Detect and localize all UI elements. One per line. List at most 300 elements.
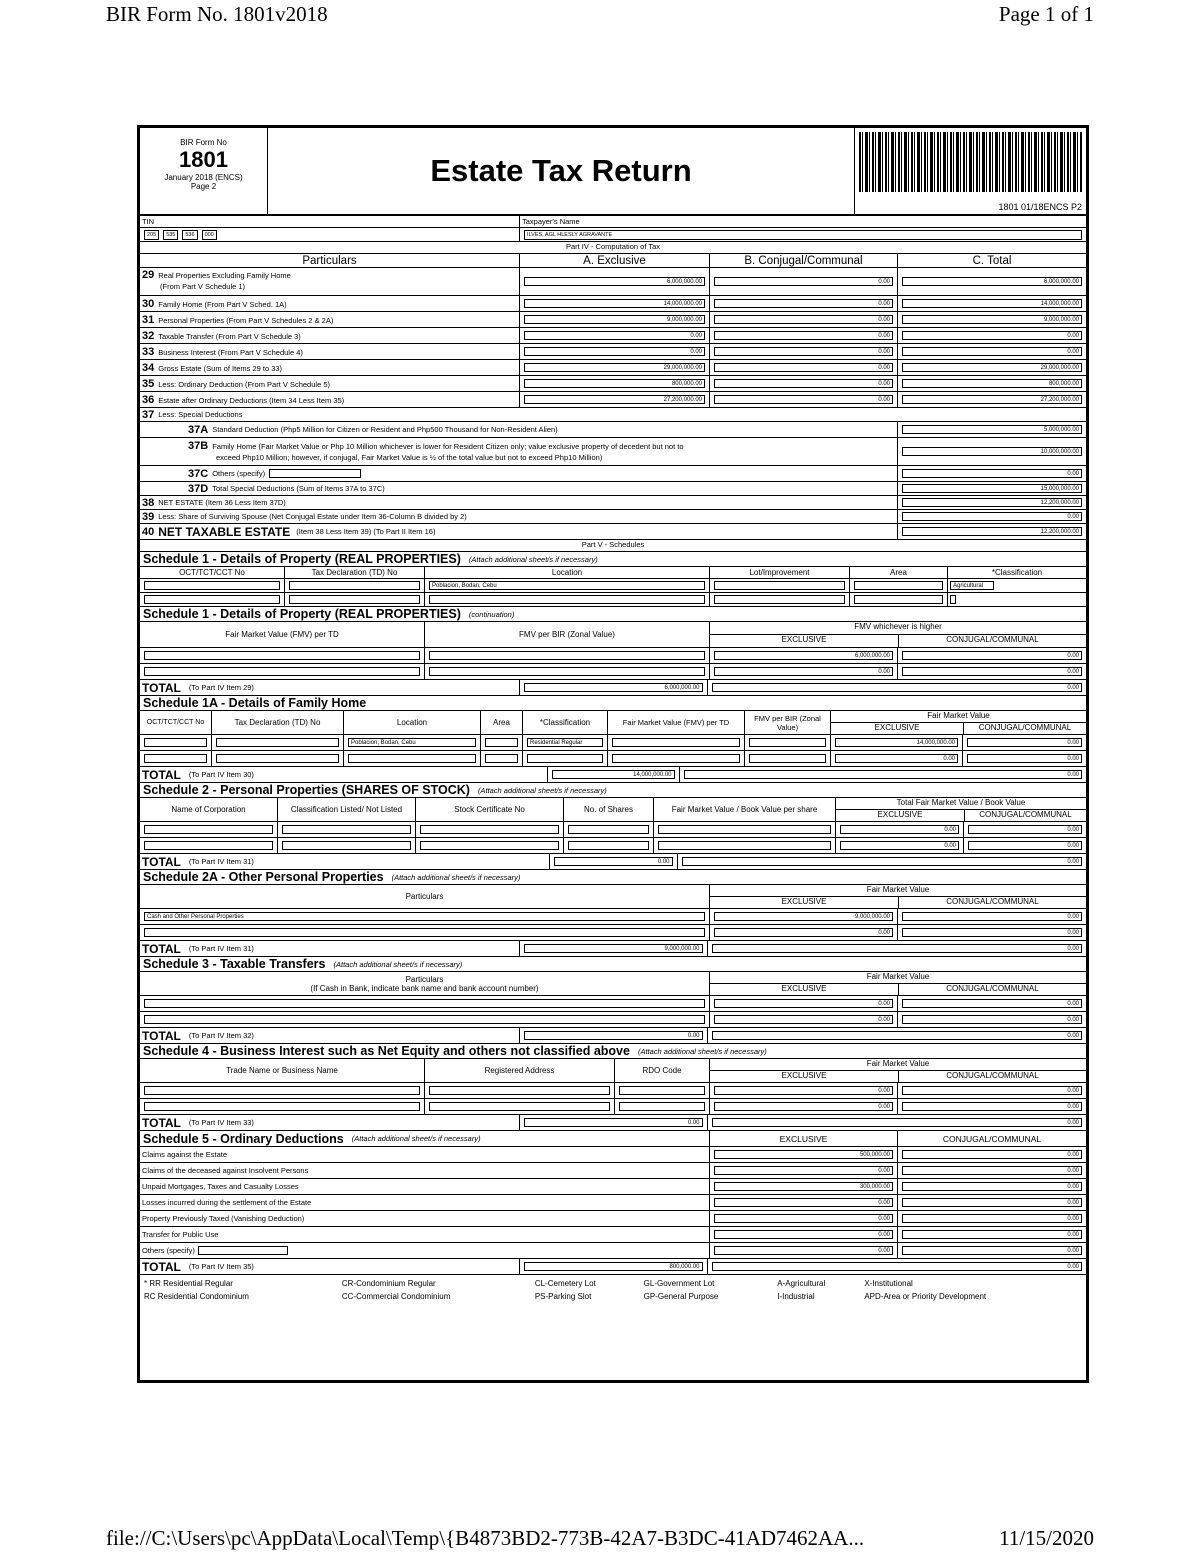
- s1a-row-2-field-5[interactable]: [527, 754, 603, 763]
- s1-oct-field[interactable]: [144, 581, 280, 590]
- barcode-code: 1801 01/18ENCS P2: [998, 202, 1082, 212]
- s4-row-2-field-2[interactable]: [429, 1102, 610, 1111]
- legend-item: PS-Parking Slot: [534, 1292, 592, 1301]
- s4-total-note: (To Part IV Item 33): [188, 1118, 254, 1127]
- s2-row-2-field-4[interactable]: [568, 841, 649, 850]
- s1a-col-fmv-td: Fair Market Value (FMV) per TD: [608, 711, 745, 734]
- s2a-row-2-conjugal[interactable]: 0.00: [902, 928, 1082, 937]
- s2-col-fmv-share: Fair Market Value / Book Value per share: [654, 798, 836, 821]
- item-37c: [140, 466, 1086, 482]
- schedule-2-attach: (Attach additional sheet/s if necessary): [477, 785, 607, 795]
- item-35-no: 35: [142, 377, 155, 390]
- s5-row-2-conjugal[interactable]: 0.00: [902, 1166, 1082, 1175]
- s3-total-exclusive[interactable]: 0.00: [524, 1031, 703, 1040]
- s1-area-field[interactable]: [854, 581, 943, 590]
- barcode-block: [854, 128, 1086, 214]
- s2-total: [140, 854, 1086, 870]
- s1a-row-2-field-1[interactable]: [144, 754, 207, 763]
- item-33: [140, 344, 1086, 360]
- s4-total-conjugal[interactable]: 0.00: [712, 1118, 1083, 1127]
- s4-row-2-exclusive[interactable]: 0.00: [714, 1102, 893, 1111]
- item-37c-label: Others (specify): [212, 469, 266, 478]
- s2-row-2-field-3[interactable]: [420, 841, 559, 850]
- s1-location-field-2[interactable]: [429, 595, 705, 604]
- item-36-exclusive-field[interactable]: 27,200,000.00: [524, 395, 705, 404]
- s1-fmv-row-1-conjugal[interactable]: 0.00: [902, 651, 1082, 660]
- s1a-total-exclusive[interactable]: 14,000,000.00: [552, 770, 675, 779]
- page-header-title: BIR Form No. 1801v2018: [106, 2, 328, 26]
- s4-row-1-field-3[interactable]: [619, 1086, 705, 1095]
- s1-fmv-row-1-exclusive[interactable]: 6,000,000.00: [714, 651, 893, 660]
- s5-row-3: [140, 1179, 1086, 1195]
- item-29-conjugal-field[interactable]: 0.00: [714, 277, 893, 286]
- legend-item: * RR Residential Regular: [144, 1279, 233, 1288]
- item-32-conjugal-field[interactable]: 0.00: [714, 331, 893, 340]
- item-32: [140, 328, 1086, 344]
- item-32-exclusive-field[interactable]: 0.00: [524, 331, 705, 340]
- s1a-col-fmv: Fair Market Value: [831, 711, 1086, 723]
- item-34-conjugal-field[interactable]: 0.00: [714, 363, 893, 372]
- s2-row-2-field-1[interactable]: [144, 841, 273, 850]
- s2-row-1-field-5[interactable]: [658, 825, 831, 834]
- col-particulars: Particulars: [140, 254, 520, 267]
- s1a-row-2-exclusive[interactable]: 0.00: [835, 754, 958, 763]
- item-34-total-field[interactable]: 29,000,000.00: [902, 363, 1082, 372]
- schedule-1-row-1: [140, 579, 1086, 593]
- s1-fmv-row-2-field-2[interactable]: [429, 667, 705, 676]
- schedule-2-title-row: [140, 783, 1086, 798]
- form-page: Page 2: [190, 182, 217, 191]
- s2-total-exclusive[interactable]: 0.00: [554, 857, 673, 866]
- schedule-2-total: [140, 854, 1086, 870]
- legend-item: GL-Government Lot: [643, 1279, 715, 1288]
- schedule-5-rows: [140, 1147, 1086, 1259]
- s2-col-shares: No. of Shares: [564, 798, 654, 821]
- s2a-col-fmv: Fair Market Value: [710, 885, 1086, 897]
- item-37b-no: 37B: [188, 440, 209, 452]
- form-header: [140, 128, 1086, 216]
- s1-fmv-row-1-field-1[interactable]: [144, 651, 420, 660]
- s1a-row-1-field-2[interactable]: [216, 738, 339, 747]
- schedule-1-total: [140, 680, 1086, 696]
- s5-total-conjugal[interactable]: 0.00: [712, 1262, 1083, 1271]
- legend-item: CC-Commercial Condominium: [341, 1292, 451, 1301]
- s3-row-1-field-1[interactable]: [144, 999, 705, 1008]
- s1-col-fmv-td: Fair Market Value (FMV) per TD: [140, 622, 425, 647]
- item-31-exclusive-field[interactable]: 9,000,000.00: [524, 315, 705, 324]
- s1a-row-1-field-1[interactable]: [144, 738, 207, 747]
- s5-row-7: [140, 1243, 1086, 1259]
- s2-col-class: Classification Listed/ Not Listed: [278, 798, 416, 821]
- s3-row-2-exclusive[interactable]: 0.00: [714, 1015, 893, 1024]
- tin-field-3[interactable]: 536: [182, 230, 197, 240]
- s5-row-3-conjugal[interactable]: 0.00: [902, 1182, 1082, 1191]
- s3-col-particulars-note: (If Cash in Bank, indicate bank name and bank account number): [310, 983, 539, 993]
- s5-row-6-exclusive[interactable]: 0.00: [714, 1230, 893, 1239]
- s1-td-field-2[interactable]: [289, 595, 420, 604]
- item-30-label: Family Home (From Part V Sched. 1A): [158, 299, 287, 309]
- col-exclusive: A. Exclusive: [520, 254, 710, 267]
- s2-row-1-field-3[interactable]: [420, 825, 559, 834]
- s2a-row-1-conjugal[interactable]: 0.00: [902, 912, 1082, 921]
- s5-total-exclusive[interactable]: 800,000.00: [524, 1262, 703, 1271]
- item-34-exclusive-field[interactable]: 29,000,000.00: [524, 363, 705, 372]
- s1-lot-field[interactable]: [714, 581, 845, 590]
- s3-row-1-conjugal[interactable]: 0.00: [902, 999, 1082, 1008]
- s4-row-2-field-1[interactable]: [144, 1102, 420, 1111]
- item-40-value[interactable]: 12,200,000.00: [902, 527, 1082, 536]
- legend-item: CR-Condominium Regular: [341, 1279, 436, 1288]
- schedule-5-attach: (Attach additional sheet/s if necessary): [351, 1134, 481, 1143]
- s4-row-2: [140, 1099, 1086, 1115]
- s1a-row-2-field-7[interactable]: [749, 754, 826, 763]
- s4-total-exclusive[interactable]: 0.00: [524, 1118, 703, 1127]
- item-40: [140, 524, 1086, 540]
- s5-row-7-exclusive[interactable]: 0.00: [714, 1246, 893, 1255]
- item-35: [140, 376, 1086, 392]
- s2a-col-conjugal: CONJUGAL/COMMUNAL: [946, 897, 1039, 906]
- s2a-row-1-particulars[interactable]: Cash and Other Personal Properties: [144, 912, 705, 921]
- item-36: [140, 392, 1086, 408]
- s4-col-conjugal: CONJUGAL/COMMUNAL: [946, 1071, 1039, 1080]
- s1a-col-oct: OCT/TCT/CCT No: [140, 711, 212, 734]
- item-36-no: 36: [142, 393, 155, 406]
- item-37a-value[interactable]: 5,000,000.00: [902, 425, 1082, 434]
- s3-total-conjugal[interactable]: 0.00: [712, 1031, 1083, 1040]
- item-38-value[interactable]: 12,200,000.00: [902, 498, 1082, 507]
- s2-row-1-field-2[interactable]: [282, 825, 411, 834]
- s1-col-exclusive: EXCLUSIVE: [710, 635, 899, 647]
- s5-row-6-conjugal[interactable]: 0.00: [902, 1230, 1082, 1239]
- item-33-conjugal-field[interactable]: 0.00: [714, 347, 893, 356]
- form-title: Estate Tax Return: [430, 153, 692, 188]
- item-37b-label-2: exceed Php10 Million; however, if conjugal, Fair Market Value is ½ of the total value but not to exceed Php10 Million): [216, 453, 603, 462]
- s2-row-1: [140, 822, 1086, 838]
- item-33-total-field[interactable]: 0.00: [902, 347, 1082, 356]
- s2-row-1-field-1[interactable]: [144, 825, 273, 834]
- s5-row-4-label: Losses incurred during the settlement of the Estate: [142, 1198, 312, 1207]
- s3-col-particulars: Particulars: [405, 974, 444, 984]
- item-31-conjugal-field[interactable]: 0.00: [714, 315, 893, 324]
- s2-col-cert: Stock Certificate No: [416, 798, 564, 821]
- s2-total-conjugal[interactable]: 0.00: [682, 857, 1083, 866]
- schedule-1-cont-headers: [140, 622, 1086, 648]
- s4-total: [140, 1115, 1086, 1131]
- s2a-row-2-exclusive[interactable]: 0.00: [714, 928, 893, 937]
- s2-row-2-conjugal[interactable]: 0.00: [968, 841, 1082, 850]
- col-conjugal: B. Conjugal/Communal: [710, 254, 898, 267]
- s2a-row-2-particulars[interactable]: [144, 928, 705, 937]
- s1a-row-2-conjugal[interactable]: 0.00: [967, 754, 1082, 763]
- schedule-2-rows: [140, 822, 1086, 854]
- s2-row-1-exclusive[interactable]: 0.00: [840, 825, 959, 834]
- s5-row-5: [140, 1211, 1086, 1227]
- s1a-row-1-field-5[interactable]: Residential Regular: [527, 738, 603, 747]
- s1a-total-label: TOTAL: [142, 767, 181, 782]
- schedule-2a-title-row: [140, 870, 1086, 885]
- schedule-4-rows: [140, 1083, 1086, 1115]
- s1-fmv-row-2-exclusive[interactable]: 0.00: [714, 667, 893, 676]
- s4-row-1: [140, 1083, 1086, 1099]
- s5-row-1-exclusive[interactable]: 500,000.00: [714, 1150, 893, 1159]
- s2-col-total-fmv: Total Fair Market Value / Book Value: [836, 798, 1086, 810]
- s3-row-1: [140, 996, 1086, 1012]
- part4-title-text: Part IV - Computation of Tax: [565, 242, 661, 251]
- schedule-5-title-row: [140, 1131, 1086, 1147]
- item-33-exclusive-field[interactable]: 0.00: [524, 347, 705, 356]
- item-35-exclusive-field[interactable]: 800,000.00: [524, 379, 705, 388]
- s3-row-2-field-1[interactable]: [144, 1015, 705, 1024]
- s5-row-7-label: Others (specify): [142, 1246, 195, 1255]
- s5-row-7-conjugal[interactable]: 0.00: [902, 1246, 1082, 1255]
- s1a-col-conjugal: CONJUGAL/COMMUNAL: [978, 723, 1072, 732]
- s1a-col-td: Tax Declaration (TD) No: [212, 711, 344, 734]
- s1a-row-2-field-4[interactable]: [485, 754, 518, 763]
- s1-total-conjugal[interactable]: 0.00: [712, 683, 1083, 692]
- s1a-row-1-exclusive[interactable]: 14,000,000.00: [835, 738, 958, 747]
- s5-row-5-exclusive[interactable]: 0.00: [714, 1214, 893, 1223]
- item-35-total-field[interactable]: 800,000.00: [902, 379, 1082, 388]
- s2a-total-label: TOTAL: [142, 941, 181, 956]
- item-32-total-field[interactable]: 0.00: [902, 331, 1082, 340]
- legend-item: X-Institutional: [864, 1279, 913, 1288]
- item-37-no: 37: [142, 408, 155, 421]
- schedule-1-continuation: (continuation): [468, 609, 515, 619]
- s2a-total-exclusive[interactable]: 9,000,000.00: [524, 944, 703, 953]
- item-31-label: Personal Properties (From Part V Schedules 2 & 2A): [158, 315, 334, 325]
- item-30-no: 30: [142, 297, 155, 310]
- s1a-total-conjugal[interactable]: 0.00: [684, 770, 1083, 779]
- item-29: [140, 268, 1086, 296]
- s2-col-corp: Name of Corporation: [140, 798, 278, 821]
- item-37b: [140, 438, 1086, 466]
- s3-col-exclusive: EXCLUSIVE: [710, 984, 899, 995]
- s1a-row-1-field-6[interactable]: [612, 738, 740, 747]
- schedule-2a-title: Schedule 2A - Other Personal Properties: [143, 870, 384, 884]
- s2-total-note: (To Part IV Item 31): [188, 857, 254, 866]
- s1-total: [140, 680, 1086, 696]
- s1a-row-2-field-6[interactable]: [612, 754, 740, 763]
- s2a-total: [140, 941, 1086, 957]
- s2-row-2-field-2[interactable]: [282, 841, 411, 850]
- schedule-4-attach: (Attach additional sheet/s if necessary): [637, 1046, 767, 1056]
- s5-others-specify-field[interactable]: [198, 1246, 288, 1255]
- item-30-total-field[interactable]: 14,000,000.00: [902, 299, 1082, 308]
- item-34-no: 34: [142, 361, 155, 374]
- item-37c-value[interactable]: 0.00: [902, 469, 1082, 478]
- item-30: [140, 296, 1086, 312]
- s2-row-1-field-4[interactable]: [568, 825, 649, 834]
- form-no: 1801: [179, 147, 228, 172]
- s5-total: [140, 1259, 1086, 1275]
- item-35-label: Less: Ordinary Deduction (From Part V Schedule 5): [158, 379, 330, 389]
- item-37c-no: 37C: [188, 467, 209, 480]
- s1-fmv-row-2-conjugal[interactable]: 0.00: [902, 667, 1082, 676]
- item-29-total-field[interactable]: 6,000,000.00: [902, 277, 1082, 286]
- s1a-col-exclusive: EXCLUSIVE: [831, 723, 964, 734]
- s1a-col-location: Location: [344, 711, 481, 734]
- s2-row-2-exclusive[interactable]: 0.00: [840, 841, 959, 850]
- s1-class-field[interactable]: Agricultural: [950, 581, 994, 590]
- s1-td-field[interactable]: [289, 581, 420, 590]
- s1a-col-area: Area: [481, 711, 523, 734]
- s1-total-note: (To Part IV Item 29): [188, 683, 254, 692]
- s5-row-4-exclusive[interactable]: 0.00: [714, 1198, 893, 1207]
- item-30-conjugal-field[interactable]: 0.00: [714, 299, 893, 308]
- s1-area-field-2[interactable]: [854, 595, 943, 604]
- schedule-5-title: Schedule 5 - Ordinary Deductions: [143, 1131, 344, 1146]
- s1a-col-fmv-bir: FMV per BIR (Zonal Value): [745, 711, 831, 734]
- item-33-label: Business Interest (From Part V Schedule 4): [158, 347, 303, 357]
- item-37a-label: Standard Deduction (Php5 Million for Citizen or Resident and Php500 Thousand for Non-Resident Alien): [212, 425, 558, 434]
- legend-item: RC Residential Condominium: [144, 1292, 249, 1301]
- s5-row-2-exclusive[interactable]: 0.00: [714, 1166, 893, 1175]
- s1a-row-1-field-3[interactable]: Poblacion, Bodan, Cebu: [348, 738, 476, 747]
- page-footer-path: file://C:\Users\pc\AppData\Local\Temp\{B4873BD2-773B-42A7-B3DC-41AD7462AA...: [106, 1526, 865, 1550]
- s4-col-address: Registered Address: [425, 1059, 615, 1082]
- item-38-label: NET ESTATE (Item 36 Less Item 37D): [158, 498, 286, 507]
- s1-fmv-row-1: [140, 648, 1086, 664]
- s2-row-2: [140, 838, 1086, 854]
- item-30-exclusive-field[interactable]: 14,000,000.00: [524, 299, 705, 308]
- s1a-row-1: [140, 735, 1086, 751]
- s3-total-note: (To Part IV Item 32): [188, 1031, 254, 1040]
- s1-class-field-2[interactable]: [950, 595, 956, 604]
- schedule-3-total: [140, 1028, 1086, 1044]
- s1-col-class: *Classification: [991, 568, 1043, 577]
- s1a-row-2: [140, 751, 1086, 767]
- s5-row-5-conjugal[interactable]: 0.00: [902, 1214, 1082, 1223]
- s5-col-conjugal: CONJUGAL/COMMUNAL: [942, 1133, 1042, 1144]
- item-37a-no: 37A: [188, 423, 209, 436]
- item-35-conjugal-field[interactable]: 0.00: [714, 379, 893, 388]
- tin-name-values: [140, 228, 1086, 242]
- s5-row-2: [140, 1163, 1086, 1179]
- part4-col-headers: [140, 254, 1086, 268]
- s1-location-field[interactable]: Poblacion, Bodan, Cebu: [429, 581, 705, 590]
- s1a-total-note: (To Part IV Item 30): [188, 770, 254, 779]
- schedule-1a-title-row: [140, 696, 1086, 711]
- taxpayer-name-label: Taxpayer's Name: [522, 217, 580, 226]
- tin-field-1[interactable]: 205: [144, 230, 159, 240]
- s1-col-location: Location: [425, 567, 710, 578]
- s3-row-1-exclusive[interactable]: 0.00: [714, 999, 893, 1008]
- item-34: [140, 360, 1086, 376]
- s2-row-2-field-5[interactable]: [658, 841, 831, 850]
- s4-row-1-field-2[interactable]: [429, 1086, 610, 1095]
- item-36-total-field[interactable]: 27,200,000.00: [902, 395, 1082, 404]
- s1a-row-1-conjugal[interactable]: 0.00: [967, 738, 1082, 747]
- classification-legend: [140, 1275, 1086, 1303]
- schedule-4-title: Schedule 4 - Business Interest such as Net Equity and others not classified above: [143, 1044, 630, 1058]
- s1a-row-2-field-3[interactable]: [348, 754, 476, 763]
- legend-item: CL-Cemetery Lot: [534, 1279, 596, 1288]
- col-total: C. Total: [972, 254, 1012, 267]
- s2a-row-1: [140, 909, 1086, 925]
- schedule-1a-headers: [140, 711, 1086, 735]
- s5-row-6: [140, 1227, 1086, 1243]
- s1a-row-1-field-7[interactable]: [749, 738, 826, 747]
- item-29-label: Real Properties Excluding Family Home: [158, 271, 291, 280]
- page-header-pagenum: Page 1 of 1: [998, 2, 1094, 26]
- s4-row-2-field-3[interactable]: [619, 1102, 705, 1111]
- legend-line-2: [144, 1290, 1082, 1303]
- s5-row-4-conjugal[interactable]: 0.00: [902, 1198, 1082, 1207]
- item-39-value[interactable]: 0.00: [902, 512, 1082, 521]
- part5-title: [140, 540, 1086, 552]
- item-32-label: Taxable Transfer (From Part V Schedule 3): [158, 331, 301, 341]
- s4-row-2-conjugal[interactable]: 0.00: [902, 1102, 1082, 1111]
- s4-row-1-conjugal[interactable]: 0.00: [902, 1086, 1082, 1095]
- s1a-row-2-field-2[interactable]: [216, 754, 339, 763]
- s2-row-1-conjugal[interactable]: 0.00: [968, 825, 1082, 834]
- s4-row-1-exclusive[interactable]: 0.00: [714, 1086, 893, 1095]
- s2a-total-note: (To Part IV Item 31): [188, 944, 254, 953]
- item-37b-value[interactable]: 10,000,000.00: [902, 447, 1082, 456]
- tin-name-labels: [140, 216, 1086, 228]
- schedule-1-title-row: [140, 552, 1086, 567]
- s5-row-1-conjugal[interactable]: 0.00: [902, 1150, 1082, 1159]
- s1-col-conjugal: CONJUGAL/COMMUNAL: [946, 635, 1039, 644]
- s5-row-3-exclusive[interactable]: 300,000.00: [714, 1182, 893, 1191]
- s3-col-conjugal: CONJUGAL/COMMUNAL: [946, 984, 1039, 993]
- item-29-exclusive-field[interactable]: 6,000,000.00: [524, 277, 705, 286]
- legend-item: APD-Area or Priority Development: [864, 1292, 987, 1301]
- s1-fmv-row-1-field-2[interactable]: [429, 651, 705, 660]
- schedule-1-attach: (Attach additional sheet/s if necessary): [468, 554, 598, 564]
- item-32-no: 32: [142, 329, 155, 342]
- item-37d-value[interactable]: 15,000,000.00: [902, 484, 1082, 493]
- item-36-conjugal-field[interactable]: 0.00: [714, 395, 893, 404]
- legend-item: GP-General Purpose: [643, 1292, 719, 1301]
- s4-col-fmv: Fair Market Value: [710, 1059, 1086, 1071]
- taxpayer-name-field[interactable]: ILVES, AGL HLESLY AGRAVANTE: [524, 230, 1082, 240]
- item-29-label-2: (From Part V Schedule 1): [160, 282, 246, 291]
- item-39: [140, 510, 1086, 524]
- schedule-1-title: Schedule 1 - Details of Property (REAL PROPERTIES): [143, 552, 461, 566]
- item-31-total-field[interactable]: 9,000,000.00: [902, 315, 1082, 324]
- s1-fmv-row-2-field-1[interactable]: [144, 667, 420, 676]
- s1-total-exclusive[interactable]: 6,000,000.00: [524, 683, 703, 692]
- s4-row-1-field-1[interactable]: [144, 1086, 420, 1095]
- estate-tax-form: [137, 125, 1089, 1383]
- item-31-no: 31: [142, 313, 155, 326]
- schedule-3-rows: [140, 996, 1086, 1028]
- s5-row-2-label: Claims of the deceased against Insolvent Persons: [142, 1166, 309, 1175]
- tin-field-2[interactable]: 535: [163, 230, 178, 240]
- part5-title-text: Part V - Schedules: [581, 540, 645, 549]
- s3-row-2-conjugal[interactable]: 0.00: [902, 1015, 1082, 1024]
- schedule-4-total: [140, 1115, 1086, 1131]
- item-39-label: Less: Share of Surviving Spouse (Net Conjugal Estate under Item 36-Column B divided by 2): [158, 512, 467, 521]
- s1-col-oct: OCT/TCT/CCT No: [140, 567, 285, 578]
- s1a-col-class: *Classification: [523, 711, 608, 734]
- s2a-row-1-exclusive[interactable]: 9,000,000.00: [714, 912, 893, 921]
- s2a-total-conjugal[interactable]: 0.00: [712, 944, 1083, 953]
- tin-field-4[interactable]: 000: [202, 230, 217, 240]
- item-29-no: 29: [142, 269, 155, 281]
- schedule-3-headers: [140, 972, 1086, 996]
- item-39-no: 39: [142, 510, 155, 523]
- s1-oct-field-2[interactable]: [144, 595, 280, 604]
- s1-lot-field-2[interactable]: [714, 595, 845, 604]
- legend-item: I-Industrial: [777, 1292, 815, 1301]
- s5-total-label: TOTAL: [142, 1259, 181, 1274]
- s1a-row-1-field-4[interactable]: [485, 738, 518, 747]
- item-40-label: NET TAXABLE ESTATE: [158, 524, 291, 539]
- item-37c-specify-field[interactable]: [269, 469, 361, 478]
- part4-title: [140, 242, 1086, 254]
